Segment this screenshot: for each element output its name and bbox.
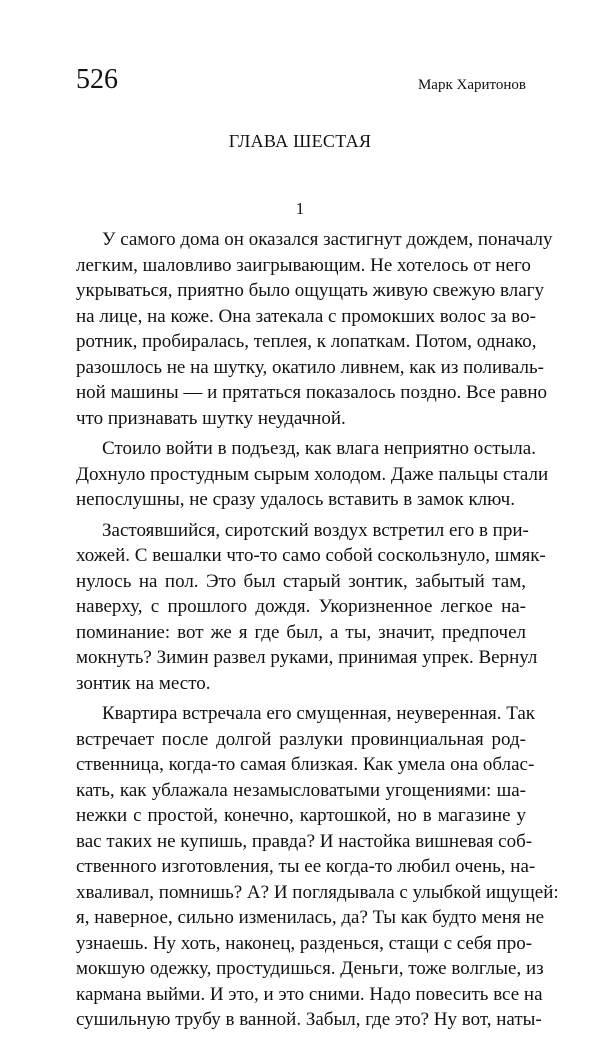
chapter-title: ГЛАВА ШЕСТАЯ <box>228 131 372 151</box>
text-line: Застоявшийся, сиротский воздух встретил его в при- <box>102 519 529 541</box>
text-line: кать, как ублажала незамысловатыми угощениями: ша- <box>76 779 526 801</box>
text-line: зонтик на место. <box>76 672 211 694</box>
text-line: укрываться, приятно было ощущать живую свежую влагу <box>76 280 544 301</box>
text-line: что признавать шутку неудачной. <box>76 407 346 429</box>
text-line: я, наверное, сильно изменилась, да? Ты как будто меня не <box>76 907 545 928</box>
page-header <box>76 64 526 104</box>
paragraph <box>76 436 549 513</box>
section-number: 1 <box>295 199 305 218</box>
text-line: нулось на пол. Это был старый зонтик, забытый там, <box>76 570 526 592</box>
page-number: 526 <box>76 64 118 95</box>
paragraph <box>76 518 546 697</box>
text-line: разошлось не на шутку, окатило ливнем, как из поливаль- <box>76 356 544 378</box>
text-line: Квартира встречала его смущенная, неуверенная. Так <box>102 703 536 724</box>
text-line: узнаешь. Ну хоть, наконец, разденься, стащи с себя про- <box>76 932 533 954</box>
text-line: ственница, когда-то самая близкая. Как умела она облас- <box>76 754 535 775</box>
text-line: поминание: вот же я где был, а ты, значит, предпочел <box>76 621 526 643</box>
body-text <box>76 227 559 1038</box>
text-line: Стоило войти в подъезд, как влага неприятно остыла. <box>102 438 536 459</box>
paragraph <box>76 701 559 1033</box>
text-line: кармана выйми. И это, и это сними. Надо повесить все на <box>76 983 543 1005</box>
text-line: ротник, пробиралась, теплея, к лопаткам. Потом, однако, <box>76 331 537 352</box>
text-line: наверху, с прошлого дождя. Укоризненное легкое на- <box>76 596 526 617</box>
text-line: ной машины — и прятаться показалось поздно. Все равно <box>76 382 548 403</box>
paragraph <box>76 227 553 431</box>
text-line: непослушны, не сразу удалось вставить в замок ключ. <box>76 489 515 510</box>
text-line: на лице, на коже. Она затекала с промокших волос за во- <box>76 305 536 327</box>
text-line: легким, шаловливо заигрывающим. Не хотелось от него <box>76 254 531 276</box>
text-line: сушильную трубу в ванной. Забыл, где это? Ну вот, наты- <box>76 1009 542 1030</box>
text-line: ственного изготовления, ты ее когда-то любил очень, на- <box>76 856 536 877</box>
running-head-author: Марк Харитонов <box>417 77 526 93</box>
text-line: У самого дома он оказался застигнут дождем, поначалу <box>102 229 553 250</box>
text-line: Дохнуло простудным сырым холодом. Даже пальцы стали <box>76 463 549 485</box>
text-line: встречает после долгой разлуки провинциальная род- <box>76 728 526 750</box>
text-line: хваливал, помнишь? А? И поглядывала с улыбкой ищущей: <box>76 881 559 903</box>
text-line: нежки с простой, конечно, картошкой, но в магазине у <box>76 805 526 826</box>
text-line: вас таких не купишь, правда? И настойка вишневая соб- <box>76 830 533 852</box>
text-line: хожей. С вешалки что-то само собой соскользнуло, шмяк- <box>76 545 546 566</box>
text-line: мокнуть? Зимин развел руками, принимая упрек. Вернул <box>76 647 538 668</box>
text-line: мокшую одежку, простудишься. Деньги, тоже волглые, из <box>76 958 544 979</box>
